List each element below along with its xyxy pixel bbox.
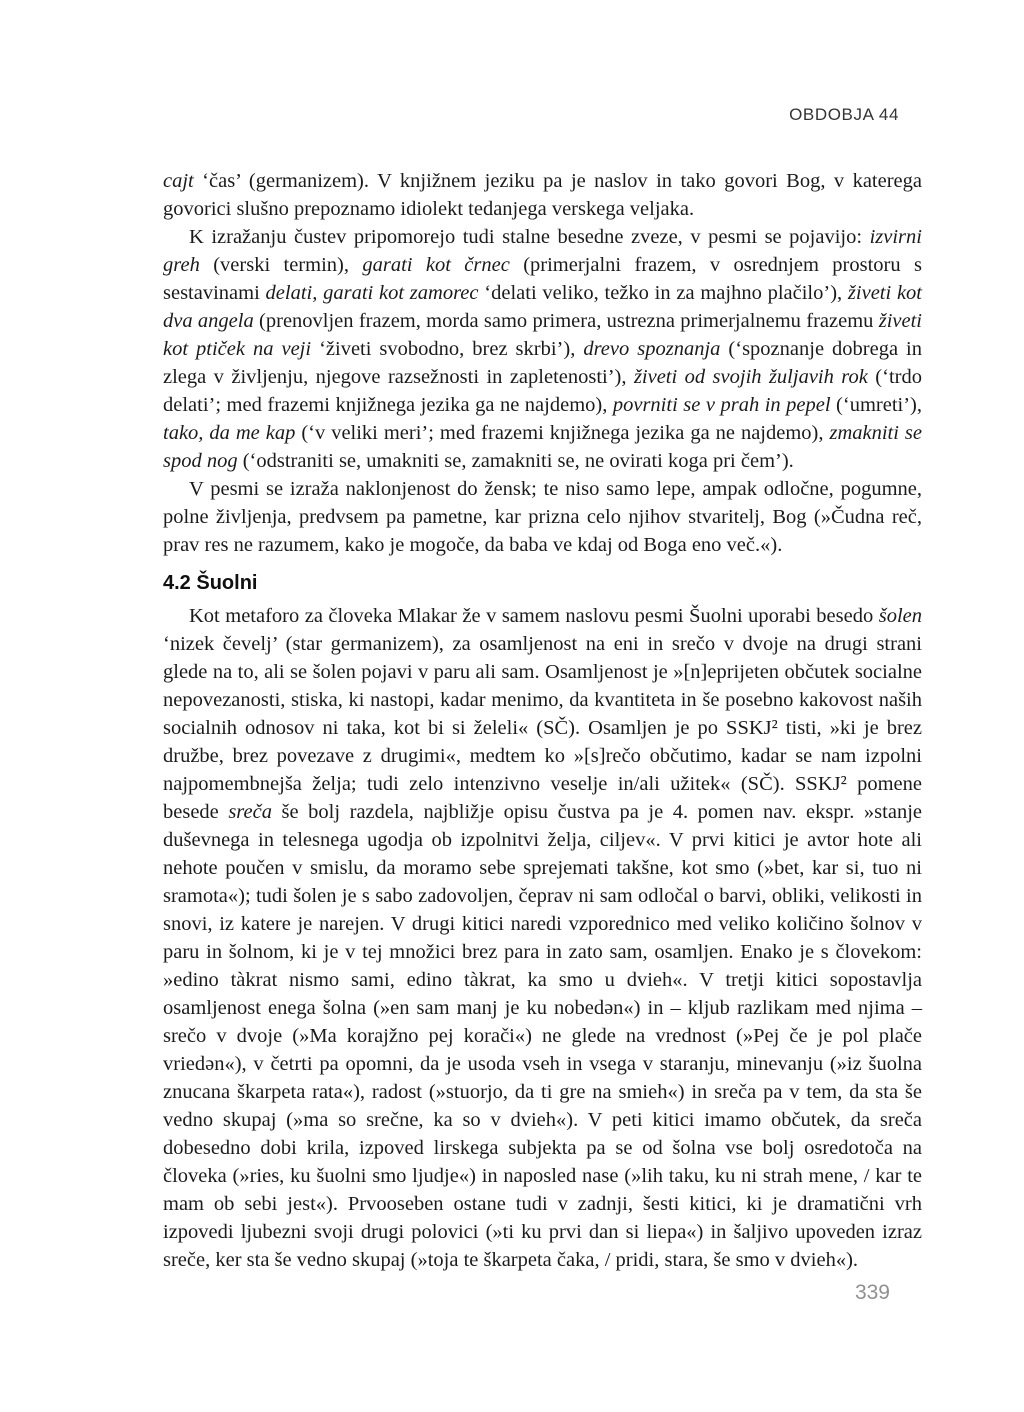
text-run: (ʻtrdo delati’; med frazemi knjižnega jezika ga ne najdemo), xyxy=(163,366,922,416)
paragraph-block-top xyxy=(163,167,922,559)
text-run: (ʻv veliki meri’; med frazemi knjižnega jezika ga ne najdemo), xyxy=(295,422,830,444)
text-run: ʻčas’ (germanizem). V knjižnem jeziku pa je naslov in tako govori Bog, v katerega govorici slušno prepoznamo idiolekt tedanjega verskega veljaka. xyxy=(163,170,922,220)
text-run: (ʻspoznanje dobrega in zlega v življenju, njegove razsežnosti in zapletenosti’), xyxy=(163,338,923,388)
text-run: še bolj razdela, najbližje opisu čustva pa je 4. pomen nav. ekspr. »stanje duševnega in telesnega ugodja ob izpolnitvi želja, ciljev«. V prvi kitici je avtor hote ali nehote poučen v smislu, da moramo sebe sprejemati takšne, kot smo (»bet, kar si, tuo ni sramota«); tudi šolen je s sabo zadovoljen, čeprav ni sam odločal o barvi, obliki, velikosti in snovi, iz katere je narejen. V drugi kitici naredi vzporednico med veliko količino šolnov v paru in šolnom, ki je v tej množici brez para in zato sam, osamljen. Enako je s človekom: »edino tàkrat nismo sami, edino tàkrat, ka smo u dvieh«. V tretji kitici sopostavlja osamljenost enega šolna (»en sam manj je ku nobedən«) in – kljub razlikam med njima – srečo v dvoje (»Ma korajžno pej korači«) ne glede na vrednost (»Pej če je pol plače vriedən«), v četrti pa opomni, da je usoda vseh in vsega v staranju, minevanju (»iz šuolna znucana škarpeta rata«), radost (»stuorjo, da ti gre na smieh«) in sreča pa v tem, da sta še vedno skupaj (»ma so srečne, ka so v dvieh«). V peti kitici imamo občutek, da sreča dobesedno dobi krila, izpoved lirskega subjekta pa se od šolna vse bolj osredotoča na človeka (»ries, ku šuolni smo ljudje«) in naposled nase (»lih taku, ku ni strah mene, / kar te mam ob sebi jest«). Prvooseben ostane tudi v zadnji, šesti kitici, ki je dramatični vrh izpovedi ljubezni svoji drugi polovici (»ti ku prvi dan si liepa«) in šaljivo upoveden izraz sreče, ker sta še vedno skupaj (»toja te škarpeta čaka, / pridi, stara, še smo v dvieh«). xyxy=(163,801,922,1271)
italic-text-run: živeti kot dva angela xyxy=(163,282,922,332)
text-run: (prenovljen frazem, morda samo primera, ustrezna primerjalnemu frazemu xyxy=(253,310,879,332)
italic-text-run: zmakniti se spod nog xyxy=(163,422,923,472)
text-run: (verski termin), xyxy=(199,254,363,276)
paragraph xyxy=(163,223,922,475)
text-run: ʻdelati veliko, težko in za majhno plačilo’), xyxy=(478,282,848,304)
text-run: ʻživeti svobodno, brez skrbi’), xyxy=(311,338,584,360)
italic-text-run: sreča xyxy=(228,801,272,823)
paragraph xyxy=(163,602,922,1274)
running-header: OBDOBJA 44 xyxy=(789,105,899,124)
italic-text-run: živeti kot ptiček na veji xyxy=(163,310,922,360)
text-run: (primerjalni frazem, v osrednjem prostoru s sestavinami xyxy=(163,254,922,304)
text-run: Kot metaforo za človeka Mlakar že v samem naslovu pesmi Šuolni uporabi besedo xyxy=(189,605,879,627)
italic-text-run: cajt xyxy=(163,170,194,192)
italic-text-run: garati kot črnec xyxy=(362,254,510,276)
paragraph-block-section xyxy=(163,602,922,1274)
section-heading: 4.2 Šuolni xyxy=(163,572,258,594)
paragraph xyxy=(163,475,922,559)
italic-text-run: tako, da me kap xyxy=(163,422,296,444)
text-run: (ʻumreti’), xyxy=(830,394,922,416)
italic-text-run: drevo spoznanja xyxy=(583,338,721,360)
page-number: 339 xyxy=(854,1281,890,1304)
italic-text-run: delati, garati kot zamorec xyxy=(265,282,479,304)
paragraph xyxy=(163,167,922,223)
italic-text-run: živeti od svojih žuljavih rok xyxy=(633,366,868,388)
text-run: (ʻodstraniti se, umakniti se, zamakniti se, ne ovirati koga pri čem’). xyxy=(237,450,794,472)
text-run: ʻnizek čevelj’ (star germanizem), za osamljenost na eni in srečo v dvoje na drugi strani glede na to, ali se šolen pojavi v paru ali sam. Osamljenost je »[n]eprijeten občutek socialne nepovezanosti, stiska, ki nastopi, kadar menimo, da kvantiteta in še posebno kakovost naših socialnih odnosov ni taka, kot bi si želeli« (SČ). Osamljen je po SSKJ² tisti, »ki je brez družbe, brez povezave z drugimi«, medtem ko »[s]rečo občutimo, kadar se nam izpolni najpomembnejša želja; tudi zelo intenzivno veselje in/ali užitek« (SČ). SSKJ² pomene besede xyxy=(163,633,922,823)
italic-text-run: šolen xyxy=(878,605,922,627)
italic-text-run: povrniti se v prah in pepel xyxy=(612,394,831,416)
article-body xyxy=(163,167,922,1274)
italic-text-run: izvirni greh xyxy=(163,226,922,276)
text-run: K izražanju čustev pripomorejo tudi stalne besedne zveze, v pesmi se pojavijo: xyxy=(189,226,870,248)
text-run: V pesmi se izraža naklonjenost do žensk; te niso samo lepe, ampak odločne, pogumne, polne življenja, predvsem pa pametne, kar prizna celo njihov stvaritelj, Bog (»Čudna reč, prav res ne razumem, kako je mogoče, da baba ve kdaj od Boga eno več.«). xyxy=(163,478,922,556)
